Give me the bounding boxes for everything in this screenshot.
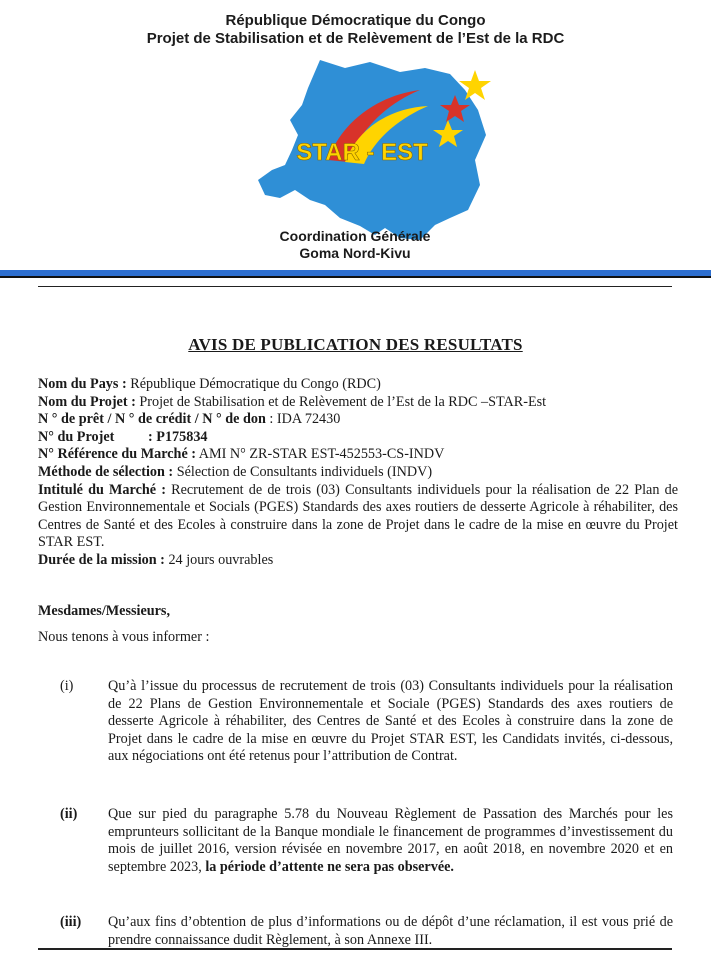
bottom-rule bbox=[38, 948, 672, 950]
info-duree: Durée de la mission : 24 jours ouvrables bbox=[38, 551, 274, 568]
header-country: République Démocratique du Congo bbox=[225, 12, 486, 29]
star-est-logo bbox=[250, 50, 500, 250]
intro-text: Nous tenons à vous informer : bbox=[38, 629, 210, 645]
salutation: Mesdames/Messieurs, bbox=[38, 603, 170, 619]
location-label: Goma Nord-Kivu bbox=[299, 245, 411, 261]
info-reference: N° Référence du Marché : AMI N° ZR-STAR EST-452553-CS-INDV bbox=[38, 446, 445, 463]
item-number: (i) bbox=[60, 678, 74, 694]
info-num-projet: N° du Projet : P175834 bbox=[38, 428, 208, 445]
info-projet: Nom du Projet : Projet de Stabilisation et de Relèvement de l’Est de la RDC –STAR-Est bbox=[38, 393, 547, 410]
info-intitule: Intitulé du Marché : Recrutement de de trois (03) Consultants individuels pour la réalisation de 22 Plan de Gestion Environnementale et Socials (PGES) Standards des axes routiers de desserte Agricole à réhabiliter, des Centres de Santé et des Ecoles à construire dans la zone de Projet dans le cadre de la mise en œuvre du Projet STAR EST. bbox=[38, 481, 678, 551]
header-rule-thin bbox=[38, 286, 672, 287]
item-text: Qu’aux fins d’obtention de plus d’informations ou de dépôt d’une réclamation, il est vous prié de prendre connaissance dudit Règlement, à son Annexe III. bbox=[108, 914, 673, 948]
item-number: (ii) bbox=[60, 806, 78, 822]
info-pays: Nom du Pays : République Démocratique du Congo (RDC) bbox=[38, 376, 381, 392]
logo-text: STAR - EST bbox=[296, 139, 428, 166]
info-block bbox=[38, 376, 678, 570]
page-title: AVIS DE PUBLICATION DES RESULTATS bbox=[188, 335, 523, 354]
item-text: Qu’à l’issue du processus de recrutement de trois (03) Consultants individuels pour la réalisation de 22 Plans de Gestion Environnementale et Sociale (PGES) Standards des axes routiers de desserte Agricole à réhabiliter, des Centres de Santé et des Ecoles à construire dans la zone de Projet dans le cadre de la mise en œuvre du Projet STAR EST, les Candidats invités, ci-dessous, aux négociations ont été retenus pour l’attribution de Contrat. bbox=[108, 678, 673, 765]
item-number: (iii) bbox=[60, 914, 82, 930]
info-methode: Méthode de sélection : Sélection de Consultants individuels (INDV) bbox=[38, 463, 433, 480]
header-project: Projet de Stabilisation et de Relèvement de l’Est de la RDC bbox=[146, 30, 565, 47]
coordination-label: Coordination Générale bbox=[279, 228, 431, 244]
info-pret: N ° de prêt / N ° de crédit / N ° de don : IDA 72430 bbox=[38, 411, 341, 428]
item-text: Que sur pied du paragraphe 5.78 du Nouveau Règlement de Passation des Marchés pour les emprunteurs sollicitant de la Banque mondiale le financement de programmes d’investissement du mois de juillet 2016, version révisée en novembre 2017, en août 2018, en novembre 2020 et en septembre 2023, la période d’attente ne sera pas observée. bbox=[108, 806, 673, 875]
header-rule-black bbox=[0, 276, 711, 278]
